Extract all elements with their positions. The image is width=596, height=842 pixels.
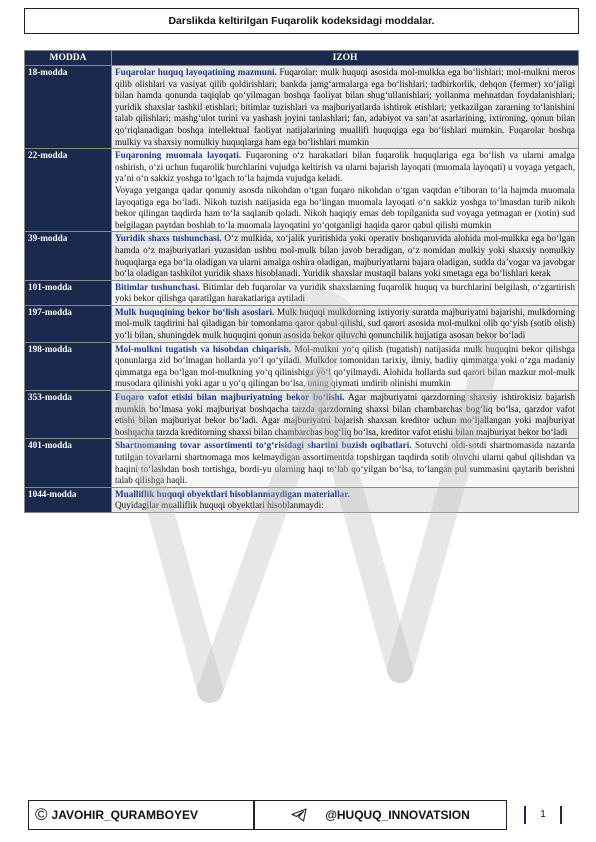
article-number: 401-modda	[25, 439, 112, 487]
article-text: Fuqaroning o‘z harakatlari bilan fuqarolik huquqlariga ega bo‘lish va ularni amalga oshirish, o‘zi uchun fuqarolik burchlarini vujudga keltirish va ularni bajarish layoqati (muomala layoqati) u voyaga yetgach, ya’ni o‘n sakkiz yoshga to‘lgach to‘la hajmda vujudga keladi. Voyaga yetganga qadar qonuniy asosda nikohdan o‘tgan fuqaro nikohdan o‘tgan vaqtdan e’tiboran to‘la hajmda muomala layoqatiga ega bo‘ladi. Nikoh tuzish natijasida ega bo‘lingan muomala layoqati o‘n sakkiz yoshga to‘lmasdan turib nikoh bekor qilingan taqdirda ham to‘la saqlanib qoladi. Nikoh haqiqiy emas deb topilganida sud voyaga yetmagan er (xotin) sud belgilagan paytdan boshlab to‘la muomala layoqatini yo‘qotganligi haqida qaror qabul qilishi mumkin	[115, 150, 575, 230]
article-number: 198-modda	[25, 342, 112, 390]
article-text: O‘z mulkida, xo‘jalik yuritishida yoki operativ boshqaruvida alohida mol-mulkka ega bo‘lgan hamda o‘z majburiyatlari yuzasidan ushbu mol-mulk bilan javob beradigan, o‘z nomidan mulkiy yoki shaxsiy nomulkiy huquqlarga ega bo‘la oladigan va ularni amalga oshira oladigan, majburiyatlarni bajara oladigan, sudda da’vogar va javobgar bo‘la oladigan tashkilot yuridik shaxs hisoblanadi. Yuridik shaxslar mustaqil balans yoki smetaga ega bo‘lishlari kerak	[115, 233, 575, 279]
article-term: Mol-mulkni tugatish va hisobdan chiqarish.	[115, 343, 292, 354]
article-description	[112, 391, 579, 439]
page-title: Darslikda keltirilgan Fuqarolik kodeksidagi moddalar.	[24, 8, 579, 34]
footer-author-box	[28, 800, 254, 830]
article-number: 353-modda	[25, 391, 112, 439]
footer-channel[interactable]: @HUQUQ_INNOVATSION	[325, 808, 470, 822]
article-description	[112, 342, 579, 390]
article-number: 1044-modda	[25, 487, 112, 512]
article-text: Bitimlar deb fuqarolar va yuridik shaxslarning fuqarolik huquq va burchlarini belgilash, o‘zgartirish yoki bekor qilishga qaratilgan harakatlariga aytiladi	[115, 281, 575, 304]
article-text: Sotuvchi oldi-sotdi shartnomasida nazarda tutilgan tovarlarni shartnomaga mos kelmaydigan assortimentda topshirgan taqdirda sotib oluvchi ularni qabul qilishdan va haqini to‘lashdan bosh tortishga, bordi-yu ularning haqi to‘lab qo‘yilgan bo‘lsa, to‘langan pul summasini qaytarib berishni talab qilishga haqli.	[115, 440, 575, 486]
copyright-icon: ©	[35, 805, 48, 824]
table-row	[25, 66, 579, 149]
telegram-icon	[291, 808, 307, 822]
table-header-row	[25, 51, 579, 66]
article-description	[112, 487, 579, 512]
article-number: 18-modda	[25, 66, 112, 149]
article-term: Fuqaroning muomala layoqati.	[115, 150, 242, 161]
article-description	[112, 439, 579, 487]
article-number: 197-modda	[25, 305, 112, 342]
article-term: Fuqarolar huquq layoqatining mazmuni.	[115, 67, 277, 77]
table-row	[25, 391, 579, 439]
table-row	[25, 342, 579, 390]
article-number: 101-modda	[25, 280, 112, 305]
article-term: Fuqaro vafot etishi bilan majburiyatning bekor bo‘lishi.	[115, 392, 345, 403]
article-description	[112, 66, 579, 149]
article-text: Fuqarolar: mulk huquqi asosida mol-mulkka ega bo‘lishlari; mol-mulkni meros qilib olishlari va vasiyat qilib qoldirishlari; bankda jamg‘armalarga ega bo‘lishlari; tadbirkorlik, dehqon (fermer) xo‘jaligi bilan hamda qonunda taqiqlab qo‘yilmagan boshqa faoliyat bilan shug‘ullanishlari; yollanma mehnatdan foydalanishlari; yuridik shaxslar tashkil etishlari; bitimlar tuzishlari va majburiyatlarda ishtirok etishlari; yetkazilgan zararning to‘lanishini talab qilishlari; mashg‘ulot turini va yashash joyini tanlashlari; fan, adabiyot va san’at asarlarining, ixtironing, qonun bilan qo‘riqlanadigan boshqa intellektual faoliyat natijalarining muallifi huquqiga ega bo‘lishlari mumkin. Fuqarolar boshqa mulkiy va shaxsiy nomulkiy huquqlarga ham ega bo‘lishlari mumkin	[115, 67, 575, 147]
table-row	[25, 232, 579, 280]
article-term: Yuridik shaxs tushunchasi.	[115, 233, 222, 244]
table-row	[25, 439, 579, 487]
header-article: MODDA	[25, 51, 112, 66]
article-text: Mulk huquqi mulkdorning ixtiyoriy suratda majburiyatni bajarishi, mulkdorning mol-mulk taqdirini hal qiladigan bir tomonlama qaror qabul qilishi, sud qarori asosida mol-mulkni olib qo‘yish (sotib olish) yo‘li bilan, shuningdek mulk huquqini qonun asosida bekor qiluvchi qonunchilik hujjatiga asosan bekor bo‘ladi	[115, 306, 575, 341]
table-row	[25, 280, 579, 305]
article-description	[112, 280, 579, 305]
table-row	[25, 305, 579, 342]
article-term: Mulk huquqining bekor bo‘lish asoslari.	[115, 306, 275, 317]
article-description	[112, 232, 579, 280]
table-row	[25, 149, 579, 232]
article-term: Mualliflik huquqi obyektlari hisoblanmaydigan materiallar.	[115, 488, 350, 499]
table-row	[25, 487, 579, 512]
page-number: 1	[524, 806, 562, 824]
article-text: Mol-mulkni yo‘q qilish (tugatish) natijasida mulk huquqini bekor qilishga qonunlarga zid bo‘lmagan hollarda yo‘l qo‘yiladi. Mulkdor tomonidan tarixiy, ilmiy, badiiy qimmatga yoki o‘zga madaniy qimmatga ega bo‘lgan mol-mulkning yo‘q qilinishiga yo‘l qo‘yilmaydi. Alohida hollarda sud qarori bilan mazkur mol-mulk musodara qilinishi yoki agar u yo‘q qilingan bo‘lsa, uning qiymati undirib olinishi mumkin	[115, 343, 575, 389]
article-description	[112, 149, 579, 232]
article-text: Quyidagilar mualliflik huquqi obyektlari hisoblanmaydi:	[115, 500, 324, 511]
article-description	[112, 305, 579, 342]
article-number: 39-modda	[25, 232, 112, 280]
header-description: IZOH	[112, 51, 579, 66]
footer-channel-box[interactable]	[254, 800, 507, 830]
article-text: Agar majburiyatni qarzdorning shaxsiy ishtirokisiz bajarish mumkin bo‘lmasa yoki majburiyat boshqacha tarzda qarzdorning shaxsi bilan chambarchas bog‘liq bo‘lsa, qarzdor vafot etishi bilan majburiyat bekor bo‘ladi. Agar majburiyatni bajarish shaxsan kreditor uchun mo‘ljallangan yoki majburiyat boshqacha tarzda kreditorning shaxsi bilan chambarchas bog‘liq bo‘lsa, kreditor vafot etishi bilan majburiyat bekor bo‘ladi	[115, 392, 575, 437]
article-number: 22-modda	[25, 149, 112, 232]
articles-table	[24, 50, 579, 513]
footer-author: JAVOHIR_QURAMBOYEV	[51, 808, 198, 822]
article-term: Bitimlar tushunchasi.	[115, 281, 200, 292]
article-term: Shartnomaning tovar assortimenti to‘g‘risidagi shartini buzish oqibatlari.	[115, 440, 412, 451]
